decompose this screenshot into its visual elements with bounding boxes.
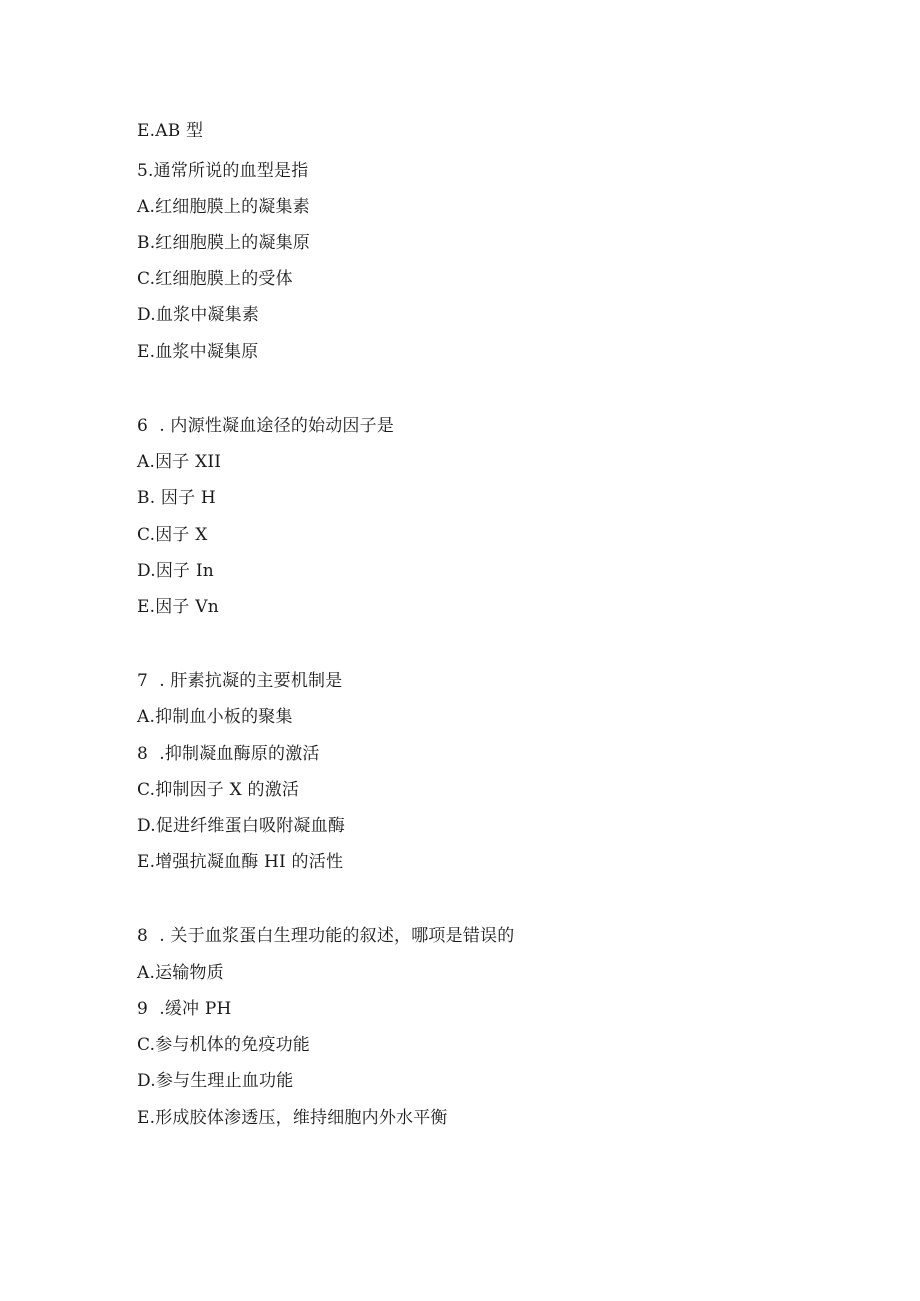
option-line: E.AB 型 (137, 121, 204, 141)
option-line: E.增强抗凝血酶 HI 的活性 (137, 852, 344, 872)
option-line: B.红细胞膜上的凝集原 (137, 233, 311, 253)
option-line: D.促进纤维蛋白吸附凝血酶 (137, 816, 346, 836)
option-line: B. 因子 H (137, 488, 216, 508)
option-line: A.红细胞膜上的凝集素 (137, 197, 310, 217)
option-line: 8 .抑制凝血酶原的激活 (137, 744, 320, 764)
option-line: A.因子 XII (137, 452, 222, 472)
question-line: 8 . 关于血浆蛋白生理功能的叙述，哪项是错误的 (137, 926, 515, 946)
option-line: D.血浆中凝集素 (137, 305, 260, 325)
option-line: E.形成胶体渗透压，维持细胞内外水平衡 (137, 1108, 448, 1128)
option-line: A.抑制血小板的聚集 (137, 707, 293, 727)
option-line: E.因子 Vn (137, 597, 219, 617)
option-line: A.运输物质 (137, 963, 224, 983)
option-line: E.血浆中凝集原 (137, 342, 259, 362)
option-line: 9 .缓冲 PH (137, 999, 232, 1019)
question-line: 6 . 内源性凝血途径的始动因子是 (137, 416, 395, 436)
option-line: C.红细胞膜上的受体 (137, 269, 293, 289)
option-line: C.参与机体的免疫功能 (137, 1035, 311, 1055)
option-line: D.因子 In (137, 561, 214, 581)
option-line: C.抑制因子 X 的激活 (137, 780, 300, 800)
question-line: 5.通常所说的血型是指 (137, 161, 309, 181)
option-line: C.因子 X (137, 525, 208, 545)
option-line: D.参与生理止血功能 (137, 1071, 294, 1091)
question-line: 7 . 肝素抗凝的主要机制是 (137, 671, 343, 691)
